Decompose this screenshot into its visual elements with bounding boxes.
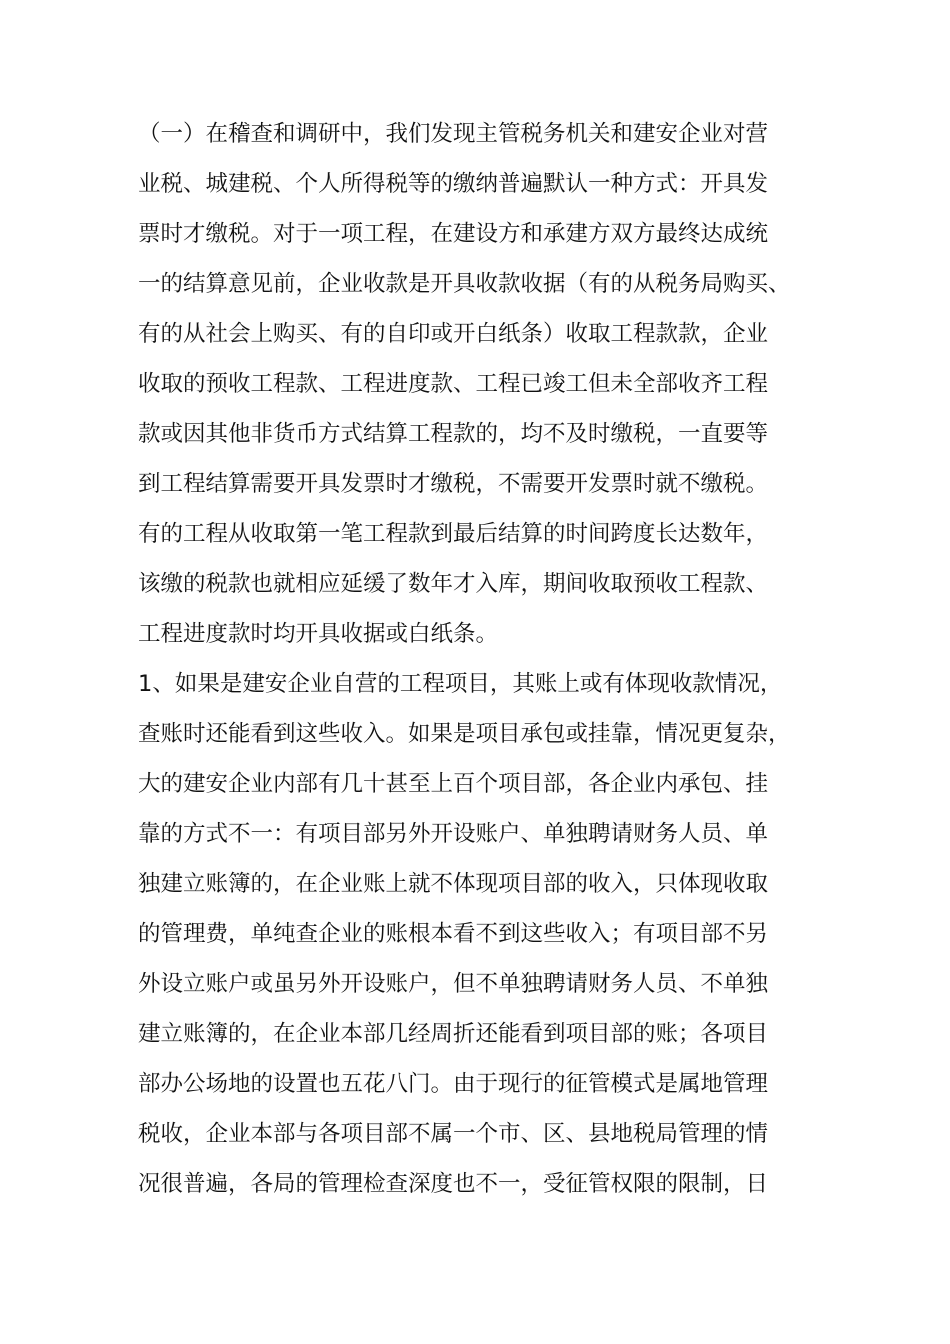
paragraph-line: 查账时还能看到这些收入。如果是项目承包或挂靠，情况更复杂， bbox=[138, 721, 791, 747]
paragraph-line: 的管理费，单纯查企业的账根本看不到这些收入；有项目部不另 bbox=[138, 921, 769, 947]
paragraph-line: 一的结算意见前，企业收款是开具收款收据（有的从税务局购买、 bbox=[138, 271, 791, 297]
paragraph-line: 外设立账户或虽另外开设账户，但不单独聘请财务人员、不单独 bbox=[138, 971, 769, 997]
paragraph-line: 独建立账簿的，在企业账上就不体现项目部的收入，只体现收取 bbox=[138, 871, 769, 897]
paragraph-line: 有的从社会上购买、有的自印或开白纸条）收取工程款款，企业 bbox=[138, 321, 769, 347]
paragraph-line: 有的工程从收取第一笔工程款到最后结算的时间跨度长达数年， bbox=[138, 521, 769, 547]
paragraph-line: 靠的方式不一：有项目部另外开设账户、单独聘请财务人员、单 bbox=[138, 821, 769, 847]
paragraph-line: 票时才缴税。对于一项工程，在建设方和承建方双方最终达成统 bbox=[138, 221, 769, 247]
paragraph-line: 工程进度款时均开具收据或白纸条。 bbox=[138, 621, 499, 647]
paragraph-line: 部办公场地的设置也五花八门。由于现行的征管模式是属地管理 bbox=[138, 1071, 769, 1097]
paragraph-line: 1、如果是建安企业自营的工程项目，其账上或有体现收款情况， bbox=[138, 671, 783, 697]
paragraph-line: 收取的预收工程款、工程进度款、工程已竣工但未全部收齐工程 bbox=[138, 371, 769, 397]
paragraph-line: 况很普遍，各局的管理检查深度也不一，受征管权限的限制，日 bbox=[138, 1171, 769, 1197]
paragraph-line: （一）在稽查和调研中，我们发现主管税务机关和建安企业对营 bbox=[138, 121, 769, 147]
paragraph-line: 税收，企业本部与各项目部不属一个市、区、县地税局管理的情 bbox=[138, 1121, 769, 1147]
paragraph-line: 到工程结算需要开具发票时才缴税，不需要开发票时就不缴税。 bbox=[138, 471, 769, 497]
paragraph-line: 建立账簿的，在企业本部几经周折还能看到项目部的账；各项目 bbox=[138, 1021, 769, 1047]
paragraph-line: 该缴的税款也就相应延缓了数年才入库，期间收取预收工程款、 bbox=[138, 571, 769, 597]
paragraph-line: 业税、城建税、个人所得税等的缴纳普遍默认一种方式：开具发 bbox=[138, 171, 769, 197]
paragraph-line: 大的建安企业内部有几十甚至上百个项目部，各企业内承包、挂 bbox=[138, 771, 769, 797]
paragraph-line: 款或因其他非货币方式结算工程款的，均不及时缴税，一直要等 bbox=[138, 421, 769, 447]
